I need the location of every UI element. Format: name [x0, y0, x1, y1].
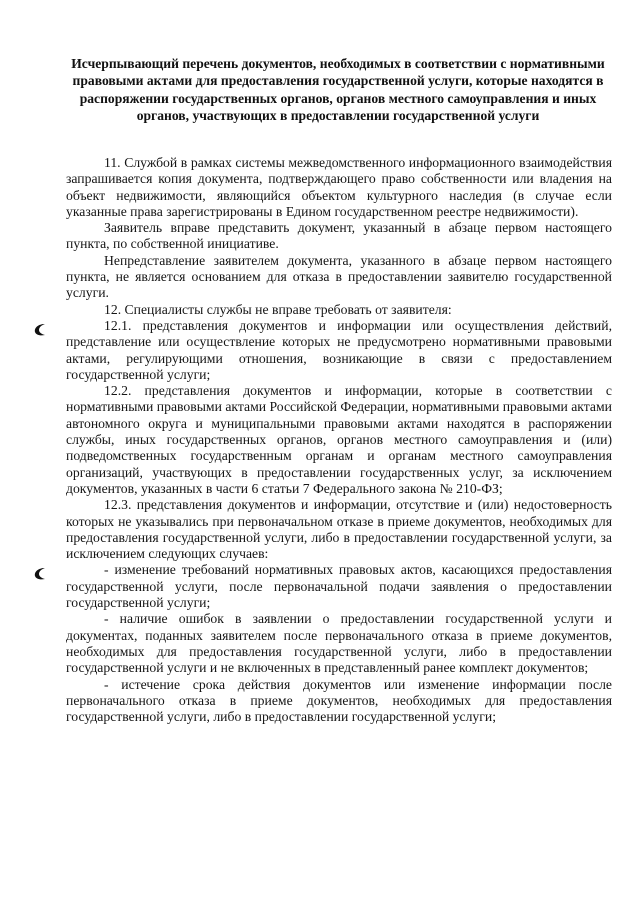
- paragraph-11: 11. Службой в рамках системы межведомственного информационного взаимодействия запрашивается копия документа, подтверждающего право собственности или владения на объект недвижимости, являющийся объектом культурного наследия (в случае если указанные права зарегистрированы в Едином государственном реестре недвижимости).: [66, 155, 612, 219]
- paragraph-11-nonsubmission: Непредставление заявителем документа, указанного в абзаце первом настоящего пункта, не является основанием для отказа в предоставлении заявителю государственной услуги.: [66, 252, 612, 301]
- hole-punch-mark-icon: [34, 323, 46, 337]
- list-item-errors: - наличие ошибок в заявлении о предоставлении государственной услуги и документах, поданных заявителем после первоначального отказа в приеме документов, необходимых для предоставления государственной услуги, либо в предоставлении государственной услуги и не включенных в представленный ранее комплект документов;: [66, 611, 612, 676]
- list-item-requirements-change: - изменение требований нормативных правовых актов, касающихся предоставления государственной услуги, после первоначальной подачи заявления о предоставлении государственной услуги;: [66, 562, 612, 611]
- paragraph-12-1: 12.1. представления документов и информации или осуществления действий, представление или осуществление которых не предусмотрено нормативными правовыми актами, регулирующими отношения, возникающие в связи с предоставлением государственной услуги;: [66, 317, 612, 382]
- paragraph-12: 12. Специалисты службы не вправе требовать от заявителя:: [104, 301, 452, 317]
- paragraph-12-3: 12.3. представления документов и информации, отсутствие и (или) недостоверность которых не указывались при первоначальном отказе в приеме документов, необходимых для предоставления государственной услуги, либо в предоставлении государственной услуги, за исключением следующих случаев:: [66, 497, 612, 562]
- hole-punch-mark-icon: [34, 567, 46, 581]
- document-title: Исчерпывающий перечень документов, необходимых в соответствии с нормативными правовыми актами для предоставления государственной услуги, которые находятся в распоряжении государственных органов, органов местного самоуправления и иных органов, участвующих в предоставлении государственной услуги: [71, 56, 605, 123]
- document-body: [66, 155, 612, 725]
- paragraph-11-right: Заявитель вправе представить документ, указанный в абзаце первом настоящего пункта, по собственной инициативе.: [66, 220, 612, 252]
- paragraph-12-2: 12.2. представления документов и информации, которые в соответствии с нормативными правовыми актами Российской Федерации, нормативными правовыми актами автономного округа и муниципальными правовыми актами находятся в распоряжении службы, иных государственных органов, органов местного самоуправления и (или) подведомственных государственным органам и органам местного самоуправления организаций, участвующих в предоставлении государственных услуг, за исключением документов, указанных в части 6 статьи 7 Федерального закона № 210-ФЗ;: [66, 383, 612, 496]
- list-item-expiry: - истечение срока действия документов или изменение информации после первоначального отказа в приеме документов, необходимых для предоставления государственной услуги, либо в предоставлении государственной услуги;: [66, 676, 612, 725]
